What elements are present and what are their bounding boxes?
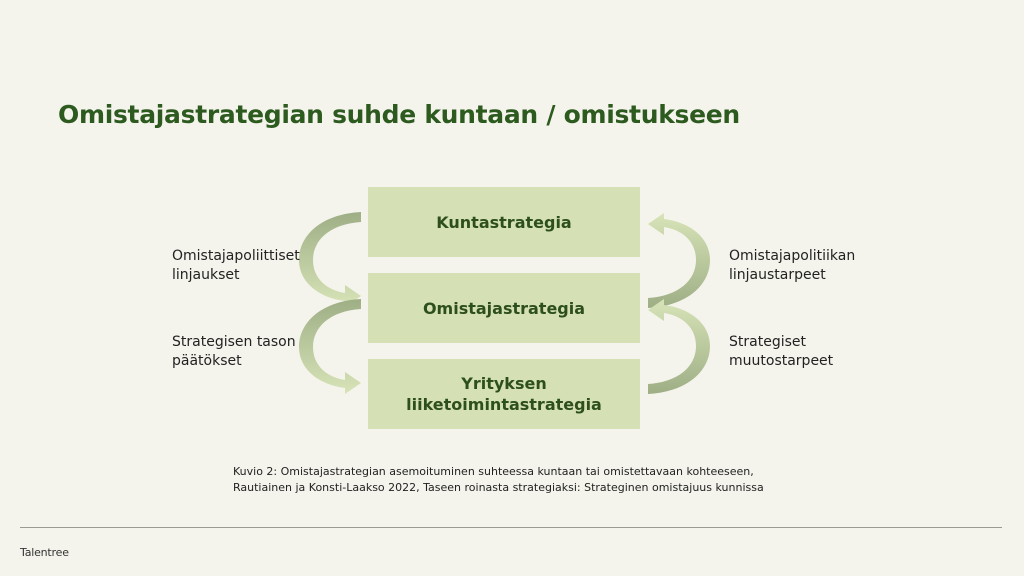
label-line: Strategisen tason (172, 334, 296, 350)
caption-line: Rautiainen ja Konsti-Laakso 2022, Taseen roinasta strategiaksi: Strateginen omistajuus kunnissa (233, 481, 764, 494)
label-line: linjaustarpeet (729, 267, 826, 283)
box-label: Kuntastrategia (436, 212, 572, 232)
box-label-line: liiketoimintastrategia (406, 395, 602, 414)
label-line: muutostarpeet (729, 353, 834, 369)
page-title: Omistajastrategian suhde kuntaan / omistukseen (58, 100, 740, 129)
figure-caption (233, 464, 764, 496)
label-omistajapoliittiset-linjaukset (172, 247, 300, 285)
label-line: linjaukset (172, 267, 240, 283)
box-omistajastrategia (368, 273, 640, 343)
arrow-right-2 (648, 299, 710, 394)
label-line: Omistajapolitiikan (729, 248, 856, 264)
box-label-line: Yrityksen (461, 374, 547, 393)
label-strategiset-muutostarpeet (729, 333, 833, 371)
caption-line: Kuvio 2: Omistajastrategian asemoituminen suhteessa kuntaan tai omistettavaan kohteeseen, (233, 465, 754, 478)
arrow-right-1 (648, 213, 710, 308)
label-line: Strategiset (729, 334, 806, 350)
label-line: päätökset (172, 353, 242, 369)
footer-divider (20, 527, 1002, 528)
arrow-left-1 (299, 212, 361, 307)
label-line: Omistajapoliittiset (172, 248, 300, 264)
box-kuntastrategia (368, 187, 640, 257)
box-label: Omistajastrategia (422, 298, 586, 318)
box-liiketoimintastrategia (368, 359, 640, 429)
label-omistajapolitiikan-linjaustarpeet (729, 247, 855, 285)
label-strategisen-tason-paatokset (172, 333, 296, 371)
talentree-logo: Talentree (20, 546, 69, 559)
arrow-left-2 (299, 299, 361, 394)
